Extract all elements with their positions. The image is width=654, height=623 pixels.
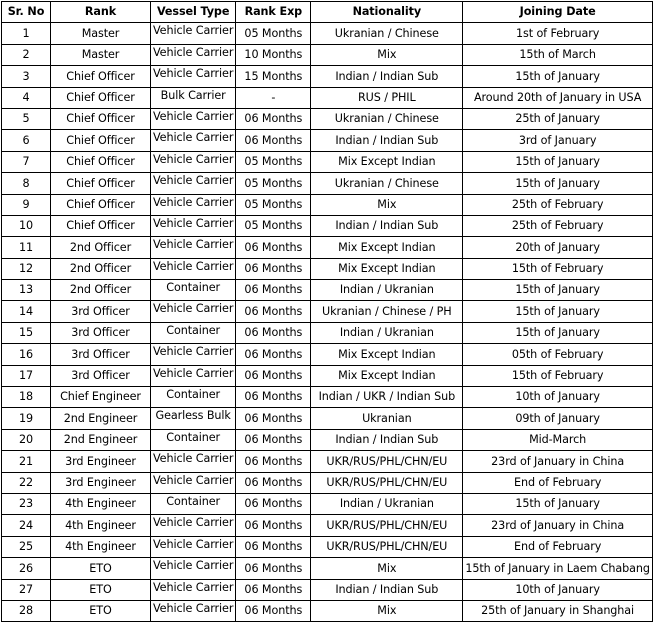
table-row: [2, 344, 653, 365]
cell-sr-no: 4: [2, 87, 51, 108]
cell-rank: 3rd Engineer: [51, 451, 151, 472]
table-row: [2, 23, 653, 44]
cell-rank: 3rd Officer: [51, 322, 151, 343]
cell-rank-exp: -: [236, 87, 311, 108]
cell-joining-date: 15th of January: [463, 493, 653, 514]
header-rank: Rank: [51, 2, 151, 23]
table-row: [2, 301, 653, 322]
vacancy-table: [1, 1, 653, 622]
table-row: [2, 87, 653, 108]
table-row: [2, 280, 653, 301]
cell-rank: 4th Engineer: [51, 515, 151, 536]
cell-vessel-type: Container: [151, 387, 236, 408]
cell-rank: 2nd Engineer: [51, 429, 151, 450]
table-row: [2, 237, 653, 258]
table-row: [2, 451, 653, 472]
cell-sr-no: 10: [2, 215, 51, 236]
cell-nationality: Mix Except Indian: [311, 365, 463, 386]
cell-sr-no: 3: [2, 66, 51, 87]
cell-joining-date: End of February: [463, 472, 653, 493]
cell-joining-date: 25th of January: [463, 108, 653, 129]
header-row: [2, 2, 653, 23]
table-row: [2, 558, 653, 579]
cell-nationality: Indian / Indian Sub: [311, 130, 463, 151]
cell-sr-no: 26: [2, 558, 51, 579]
cell-rank: 3rd Officer: [51, 365, 151, 386]
cell-joining-date: 15th of January: [463, 322, 653, 343]
cell-joining-date: 15th of March: [463, 44, 653, 65]
cell-rank-exp: 06 Months: [236, 429, 311, 450]
cell-sr-no: 25: [2, 536, 51, 557]
cell-rank-exp: 06 Months: [236, 558, 311, 579]
table-row: [2, 579, 653, 600]
cell-sr-no: 22: [2, 472, 51, 493]
cell-nationality: Ukranian / Chinese: [311, 23, 463, 44]
cell-vessel-type: Vehicle Carrier: [151, 130, 236, 151]
cell-rank: 2nd Engineer: [51, 408, 151, 429]
cell-rank-exp: 06 Months: [236, 408, 311, 429]
cell-joining-date: 05th of February: [463, 344, 653, 365]
cell-joining-date: 10th of January: [463, 387, 653, 408]
cell-rank-exp: 06 Months: [236, 322, 311, 343]
cell-nationality: Mix Except Indian: [311, 344, 463, 365]
cell-rank-exp: 06 Months: [236, 387, 311, 408]
cell-joining-date: Around 20th of January in USA: [463, 87, 653, 108]
cell-nationality: Ukranian: [311, 408, 463, 429]
cell-rank: 3rd Officer: [51, 344, 151, 365]
table-row: [2, 258, 653, 279]
cell-rank: Master: [51, 23, 151, 44]
cell-sr-no: 14: [2, 301, 51, 322]
cell-nationality: Indian / Ukranian: [311, 322, 463, 343]
cell-joining-date: 25th of February: [463, 194, 653, 215]
cell-rank-exp: 06 Months: [236, 579, 311, 600]
cell-joining-date: 23rd of January in China: [463, 451, 653, 472]
cell-joining-date: 15th of January in Laem Chabang: [463, 558, 653, 579]
cell-rank-exp: 06 Months: [236, 600, 311, 621]
cell-vessel-type: Vehicle Carrier: [151, 515, 236, 536]
cell-rank: 3rd Engineer: [51, 472, 151, 493]
cell-rank-exp: 05 Months: [236, 173, 311, 194]
cell-rank: Master: [51, 44, 151, 65]
cell-nationality: Indian / Ukranian: [311, 280, 463, 301]
cell-sr-no: 9: [2, 194, 51, 215]
cell-vessel-type: Bulk Carrier: [151, 87, 236, 108]
table-row: [2, 44, 653, 65]
cell-rank-exp: 05 Months: [236, 151, 311, 172]
cell-sr-no: 5: [2, 108, 51, 129]
cell-rank-exp: 06 Months: [236, 301, 311, 322]
cell-vessel-type: Vehicle Carrier: [151, 558, 236, 579]
cell-vessel-type: Vehicle Carrier: [151, 151, 236, 172]
cell-rank: Chief Officer: [51, 87, 151, 108]
cell-nationality: Ukranian / Chinese: [311, 108, 463, 129]
cell-sr-no: 20: [2, 429, 51, 450]
table-row: [2, 108, 653, 129]
table-row: [2, 493, 653, 514]
cell-rank: Chief Engineer: [51, 387, 151, 408]
cell-vessel-type: Vehicle Carrier: [151, 536, 236, 557]
cell-joining-date: 25th of February: [463, 215, 653, 236]
cell-vessel-type: Vehicle Carrier: [151, 600, 236, 621]
table-row: [2, 515, 653, 536]
header-nationality: Nationality: [311, 2, 463, 23]
cell-vessel-type: Vehicle Carrier: [151, 301, 236, 322]
cell-nationality: Mix: [311, 558, 463, 579]
cell-sr-no: 15: [2, 322, 51, 343]
table-row: [2, 66, 653, 87]
cell-rank-exp: 06 Months: [236, 258, 311, 279]
cell-sr-no: 11: [2, 237, 51, 258]
cell-rank-exp: 06 Months: [236, 493, 311, 514]
cell-nationality: Mix: [311, 44, 463, 65]
cell-nationality: Ukranian / Chinese: [311, 173, 463, 194]
cell-sr-no: 27: [2, 579, 51, 600]
cell-rank: Chief Officer: [51, 194, 151, 215]
cell-joining-date: 23rd of January in China: [463, 515, 653, 536]
cell-nationality: UKR/RUS/PHL/CHN/EU: [311, 472, 463, 493]
cell-rank: 2nd Officer: [51, 280, 151, 301]
cell-vessel-type: Vehicle Carrier: [151, 194, 236, 215]
cell-joining-date: 15th of January: [463, 301, 653, 322]
cell-nationality: Indian / UKR / Indian Sub: [311, 387, 463, 408]
cell-rank: Chief Officer: [51, 130, 151, 151]
cell-rank-exp: 06 Months: [236, 365, 311, 386]
cell-sr-no: 12: [2, 258, 51, 279]
cell-rank-exp: 06 Months: [236, 536, 311, 557]
table-row: [2, 536, 653, 557]
cell-vessel-type: Vehicle Carrier: [151, 365, 236, 386]
cell-rank: Chief Officer: [51, 173, 151, 194]
cell-nationality: Mix Except Indian: [311, 151, 463, 172]
cell-joining-date: 1st of February: [463, 23, 653, 44]
cell-rank: Chief Officer: [51, 151, 151, 172]
cell-rank-exp: 06 Months: [236, 515, 311, 536]
table-row: [2, 600, 653, 621]
cell-vessel-type: Gearless Bulk: [151, 408, 236, 429]
table-row: [2, 194, 653, 215]
cell-nationality: RUS / PHIL: [311, 87, 463, 108]
cell-sr-no: 8: [2, 173, 51, 194]
cell-vessel-type: Vehicle Carrier: [151, 44, 236, 65]
table-row: [2, 322, 653, 343]
cell-sr-no: 28: [2, 600, 51, 621]
table-row: [2, 173, 653, 194]
cell-vessel-type: Vehicle Carrier: [151, 23, 236, 44]
cell-rank-exp: 06 Months: [236, 451, 311, 472]
header-vessel-type: Vessel Type: [151, 2, 236, 23]
cell-vessel-type: Vehicle Carrier: [151, 258, 236, 279]
cell-joining-date: 15th of February: [463, 365, 653, 386]
cell-sr-no: 2: [2, 44, 51, 65]
table-row: [2, 472, 653, 493]
cell-sr-no: 7: [2, 151, 51, 172]
cell-vessel-type: Container: [151, 280, 236, 301]
cell-joining-date: 09th of January: [463, 408, 653, 429]
cell-nationality: Indian / Ukranian: [311, 493, 463, 514]
cell-vessel-type: Vehicle Carrier: [151, 108, 236, 129]
cell-rank-exp: 06 Months: [236, 108, 311, 129]
cell-vessel-type: Vehicle Carrier: [151, 472, 236, 493]
cell-sr-no: 18: [2, 387, 51, 408]
table-row: [2, 365, 653, 386]
cell-sr-no: 17: [2, 365, 51, 386]
cell-vessel-type: Container: [151, 322, 236, 343]
cell-rank-exp: 05 Months: [236, 215, 311, 236]
cell-vessel-type: Vehicle Carrier: [151, 579, 236, 600]
cell-joining-date: End of February: [463, 536, 653, 557]
cell-joining-date: 25th of January in Shanghai: [463, 600, 653, 621]
table-body: [2, 23, 653, 622]
cell-vessel-type: Vehicle Carrier: [151, 237, 236, 258]
cell-joining-date: 10th of January: [463, 579, 653, 600]
cell-nationality: Indian / Indian Sub: [311, 66, 463, 87]
cell-rank-exp: 05 Months: [236, 194, 311, 215]
cell-nationality: Mix Except Indian: [311, 258, 463, 279]
cell-joining-date: 15th of January: [463, 280, 653, 301]
table-row: [2, 151, 653, 172]
cell-joining-date: 15th of January: [463, 151, 653, 172]
table-row: [2, 429, 653, 450]
cell-rank: ETO: [51, 558, 151, 579]
cell-joining-date: 15th of February: [463, 258, 653, 279]
table-row: [2, 130, 653, 151]
cell-vessel-type: Container: [151, 493, 236, 514]
cell-rank: Chief Officer: [51, 108, 151, 129]
cell-rank-exp: 15 Months: [236, 66, 311, 87]
cell-rank-exp: 06 Months: [236, 130, 311, 151]
cell-nationality: UKR/RUS/PHL/CHN/EU: [311, 515, 463, 536]
table-row: [2, 387, 653, 408]
cell-rank: 4th Engineer: [51, 536, 151, 557]
cell-sr-no: 19: [2, 408, 51, 429]
cell-rank-exp: 05 Months: [236, 23, 311, 44]
cell-sr-no: 24: [2, 515, 51, 536]
cell-rank: ETO: [51, 579, 151, 600]
cell-nationality: Mix: [311, 600, 463, 621]
cell-rank: 3rd Officer: [51, 301, 151, 322]
cell-rank-exp: 06 Months: [236, 344, 311, 365]
cell-sr-no: 13: [2, 280, 51, 301]
cell-vessel-type: Vehicle Carrier: [151, 173, 236, 194]
cell-rank: Chief Officer: [51, 66, 151, 87]
cell-nationality: Indian / Indian Sub: [311, 579, 463, 600]
cell-rank: Chief Officer: [51, 215, 151, 236]
cell-nationality: Ukranian / Chinese / PH: [311, 301, 463, 322]
cell-vessel-type: Vehicle Carrier: [151, 66, 236, 87]
cell-sr-no: 23: [2, 493, 51, 514]
cell-nationality: Mix: [311, 194, 463, 215]
cell-rank: 2nd Officer: [51, 237, 151, 258]
header-rank-exp: Rank Exp: [236, 2, 311, 23]
cell-sr-no: 1: [2, 23, 51, 44]
cell-nationality: Indian / Indian Sub: [311, 215, 463, 236]
cell-nationality: Indian / Indian Sub: [311, 429, 463, 450]
cell-rank-exp: 06 Months: [236, 280, 311, 301]
header-sr-no: Sr. No: [2, 2, 51, 23]
cell-sr-no: 21: [2, 451, 51, 472]
table-row: [2, 215, 653, 236]
cell-nationality: Mix Except Indian: [311, 237, 463, 258]
cell-vessel-type: Vehicle Carrier: [151, 451, 236, 472]
cell-vessel-type: Vehicle Carrier: [151, 215, 236, 236]
cell-joining-date: 20th of January: [463, 237, 653, 258]
cell-joining-date: 15th of January: [463, 173, 653, 194]
cell-sr-no: 6: [2, 130, 51, 151]
cell-nationality: UKR/RUS/PHL/CHN/EU: [311, 451, 463, 472]
cell-rank-exp: 10 Months: [236, 44, 311, 65]
cell-joining-date: Mid-March: [463, 429, 653, 450]
cell-rank-exp: 06 Months: [236, 472, 311, 493]
cell-joining-date: 15th of January: [463, 66, 653, 87]
cell-rank-exp: 06 Months: [236, 237, 311, 258]
table-row: [2, 408, 653, 429]
cell-nationality: UKR/RUS/PHL/CHN/EU: [311, 536, 463, 557]
header-joining-date: Joining Date: [463, 2, 653, 23]
cell-rank: 2nd Officer: [51, 258, 151, 279]
cell-rank: 4th Engineer: [51, 493, 151, 514]
cell-vessel-type: Container: [151, 429, 236, 450]
cell-sr-no: 16: [2, 344, 51, 365]
cell-vessel-type: Vehicle Carrier: [151, 344, 236, 365]
cell-rank: ETO: [51, 600, 151, 621]
cell-joining-date: 3rd of January: [463, 130, 653, 151]
